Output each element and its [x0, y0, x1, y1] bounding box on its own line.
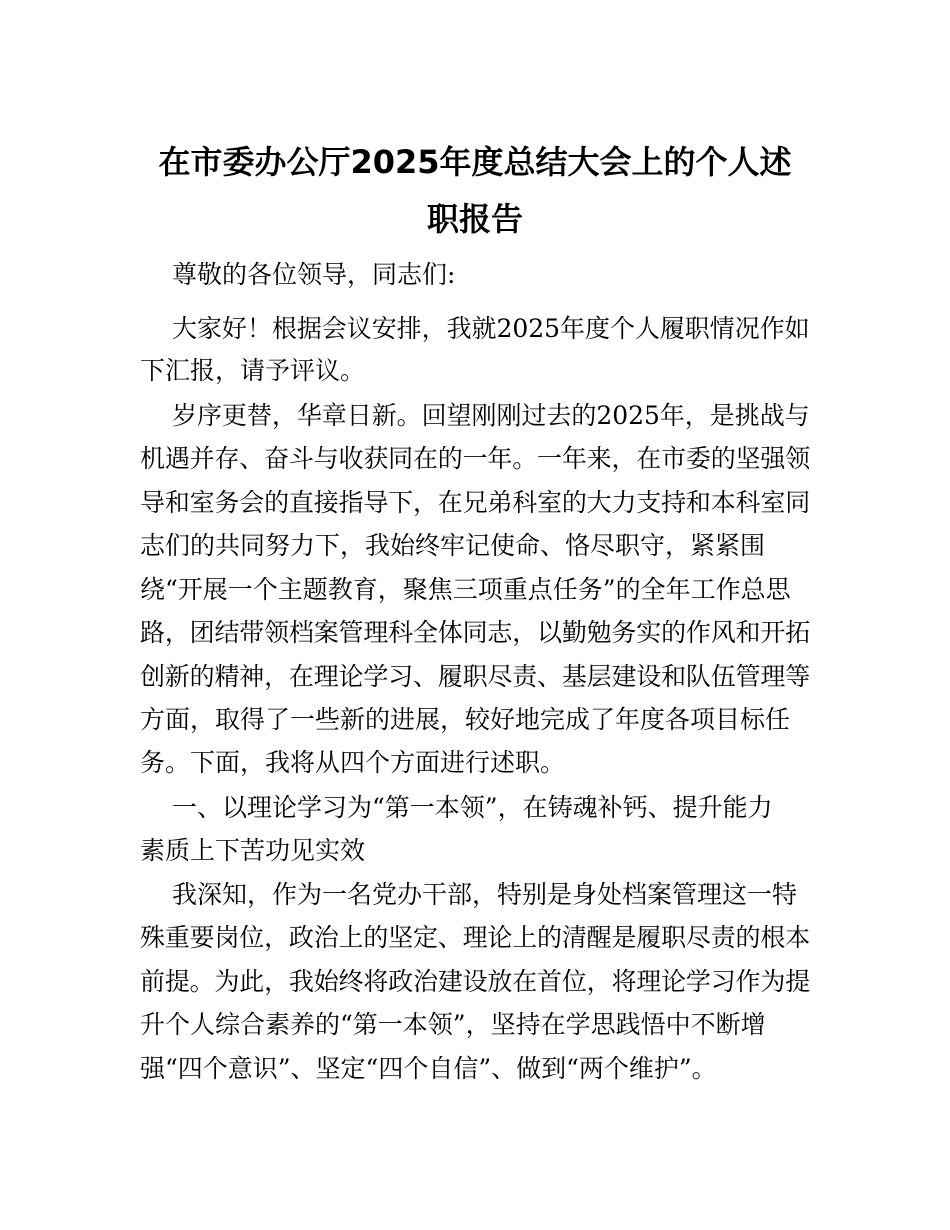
document-title-line-2: 职报告	[426, 200, 523, 238]
section-heading-line: 一、以理论学习为“第一本领”，在铸魂补钙、提升能力	[172, 793, 773, 822]
document-title-line-1: 在市委办公厅2025年度总结大会上的个人述	[158, 143, 792, 181]
text-line: 升个人综合素养的“第一本领”，坚持在学思践悟中不断增	[140, 1010, 766, 1039]
section-heading-line: 素质上下苦功见实效	[140, 836, 366, 865]
text-line: 路，团结带领档案管理科全体同志，以勤勉务实的作风和开拓	[140, 618, 811, 647]
text-line: 方面，取得了一些新的进展，较好地完成了年度各项目标任	[140, 705, 791, 734]
text-line: 我深知，作为一名党办干部，特别是身处档案管理这一特	[172, 880, 798, 909]
text-line: 岁序更替，华章日新。回望刚刚过去的2025年，是挑战与	[172, 401, 810, 430]
text-line: 大家好！根据会议安排，我就2025年度个人履职情况作如	[172, 314, 810, 343]
text-line: 导和室务会的直接指导下，在兄弟科室的大力支持和本科室同	[140, 488, 811, 517]
text-line: 创新的精神，在理论学习、履职尽责、基层建设和队伍管理等	[140, 662, 811, 691]
text-line: 务。下面，我将从四个方面进行述职。	[140, 748, 566, 777]
text-line: 绕“开展一个主题教育，聚焦三项重点任务”的全年工作总思	[140, 575, 791, 604]
text-line: 前提。为此，我始终将政治建设放在首位，将理论学习作为提	[140, 967, 811, 996]
text-line: 下汇报，请予评议。	[140, 356, 366, 385]
text-line: 殊重要岗位，政治上的坚定、理论上的清醒是履职尽责的根本	[140, 923, 811, 952]
text-line: 志们的共同努力下，我始终牢记使命、恪尽职守，紧紧围	[140, 531, 766, 560]
text-line: 机遇并存、奋斗与收获同在的一年。一年来，在市委的坚强领	[140, 444, 811, 473]
text-line: 强“四个意识”、坚定“四个自信”、做到“两个维护”。	[140, 1054, 717, 1083]
text-line-salutation: 尊敬的各位领导，同志们:	[172, 260, 456, 289]
